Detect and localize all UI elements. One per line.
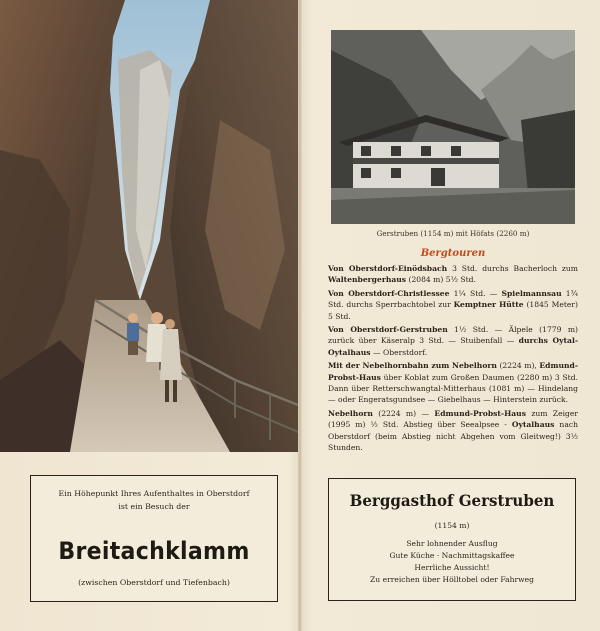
route-destination: Edmund-Probst-Haus xyxy=(328,361,579,382)
route-text: 3 Std. durchs Bacherloch zum xyxy=(447,264,578,273)
ad-line-4: Zu erreichen über Hölltobel oder Fahrweg xyxy=(370,575,534,584)
gerstruben-photo xyxy=(331,30,575,224)
route-waypoint: Spielmannsau xyxy=(501,288,562,298)
section-title: Bergtouren xyxy=(420,248,486,259)
route-text: 1¼ Std. — xyxy=(449,288,502,298)
route-start: Von Oberstdorf-Christlessee xyxy=(328,288,450,298)
ad-subline: (zwischen Oberstdorf und Tiefenbach) xyxy=(78,578,230,587)
route-text: 1½ Std. — Älpele (1779 m) zurück über Käseralp 3 Std. — Stuibenfall — xyxy=(328,325,578,346)
ad-altitude: (1154 m) xyxy=(434,521,470,530)
bergtouren-section xyxy=(328,248,578,456)
route-text: (2084 m) 5½ Std. xyxy=(406,275,476,285)
gorge-photo xyxy=(0,0,298,452)
route-start: Von Oberstdorf-Einödsbach xyxy=(328,264,448,273)
route-text: (2224 m), xyxy=(496,361,540,371)
ad-line-1: Sehr lohnender Ausflug xyxy=(406,539,498,548)
route-text: zum Zeiger (1995 m) ½ Std. Abstieg über Seealpsee - xyxy=(328,408,578,430)
route-text: über Koblat zum Großen Daumen (2280 m) 3 Std. Dann über Retterschwangtal-Mitterhaus (1081 m) — Hindelang — oder Engeratsgundsee — Giebelhaus — Hinterstein zurück. xyxy=(328,372,578,405)
ad-line-2: Gute Küche · Nachmittagskaffee xyxy=(389,551,515,560)
route-waypoint: durchs Oytal-Oytalhaus xyxy=(328,336,578,357)
route-text: 1¾ Std. durchs Sperrbachtobel zur xyxy=(328,288,579,310)
ad-headline: Breitachklamm xyxy=(58,537,250,565)
route-item xyxy=(328,324,578,358)
breitachklamm-ad xyxy=(30,475,278,602)
photo-caption: Gerstruben (1154 m) mit Höfats (2260 m) xyxy=(376,229,530,238)
route-start: Mit der Nebelhornbahn zum Nebelhorn xyxy=(328,361,497,371)
route-waypoint: Edmund-Probst-Haus xyxy=(434,408,526,418)
route-text: — Oberstdorf. xyxy=(370,347,428,357)
center-fold xyxy=(298,0,302,631)
gorge-illustration xyxy=(0,0,298,452)
route-item xyxy=(328,263,578,286)
route-start: Von Oberstdorf-Gerstruben xyxy=(328,325,448,335)
ad-line-1: Ein Höhepunkt Ihres Aufenthaltes in Oberstdorf xyxy=(58,489,250,498)
route-destination: Kemptner Hütte xyxy=(453,300,524,310)
route-item xyxy=(328,408,578,454)
route-destination: Waltenbergerhaus xyxy=(328,275,407,285)
route-text: (1845 Meter) 5 Std. xyxy=(328,300,578,321)
route-text: (2224 m) — xyxy=(372,408,435,418)
ad-title: Berggasthof Gerstruben xyxy=(349,491,555,510)
ad-line-2: ist ein Besuch der xyxy=(118,502,190,511)
route-start: Nebelhorn xyxy=(328,408,373,418)
ad-line-3: Herrliche Aussicht! xyxy=(414,563,490,572)
chalet-illustration xyxy=(331,30,575,224)
route-destination: Oytalhaus xyxy=(511,420,555,430)
route-text: nach Oberstdorf (beim Abstieg nicht Abgehen vom Gleitweg!) 3½ Stunden. xyxy=(328,420,578,453)
route-item xyxy=(328,360,578,406)
route-item xyxy=(328,288,578,322)
gerstruben-ad xyxy=(328,478,576,601)
